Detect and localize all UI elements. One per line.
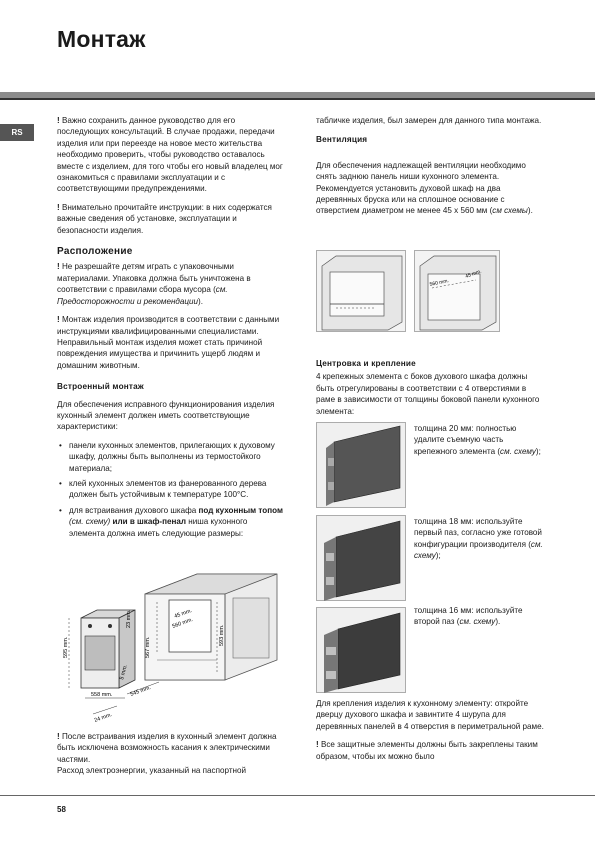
- protection-text: Все защитные элементы должны быть закреплены таким образом, чтобы их можно было: [316, 740, 538, 761]
- warning-icon: !: [57, 262, 60, 272]
- plate-text: табличке изделия, был замерен для данного типа монтажа.: [316, 116, 542, 125]
- thickness-18-text: [414, 516, 548, 562]
- bracket-figure-18mm: [316, 515, 406, 601]
- warning-icon: !: [57, 116, 60, 125]
- placement-heading: Расположение: [57, 246, 133, 258]
- dim-label-23: 23 mm.: [126, 609, 132, 628]
- right-column: [316, 115, 546, 224]
- builtin-heading: Встроенный монтаж: [57, 382, 144, 392]
- energy-text: Расход электроэнергии, указанный на паспортной: [57, 766, 247, 776]
- warning-icon: !: [57, 202, 60, 212]
- left-column-bottom: [57, 731, 283, 777]
- intro-text-1: Важно сохранить данное руководство для его последующих консультаций. В случае продажи, передачи изделия или при переезде на новое место жительства необходимо проверить, чтобы руководство оставалось вместе с изделием, для того чтобы его новый владелец мог ознакомиться с правилами эксплуатации и с соответствующими предупреждениями.: [57, 116, 283, 194]
- bullet3-reference: (см. схему): [69, 517, 113, 527]
- builtin-text: Для обеспечения исправного функционирования изделия кухонный элемент должен иметь соответствующие характеристики:: [57, 399, 275, 432]
- bullet3-text-a: для встраивания духового шкафа: [69, 505, 199, 515]
- placement-reference: см. Предосторожности и рекомендации: [57, 285, 228, 306]
- ventilation-reference: см схемы: [492, 206, 528, 216]
- t16-text-a: толщина 16 мм: используйте второй паз (: [414, 606, 523, 627]
- dim-label-567: 567 mm.: [145, 636, 151, 658]
- vent-dim-45: 45 mm.: [464, 268, 483, 280]
- dim-label-595: 595 mm.: [63, 636, 69, 658]
- t16-reference: см. схему: [459, 617, 496, 627]
- dim-label-45: 45 mm.: [173, 607, 193, 620]
- list-item: [69, 505, 283, 539]
- placement-text-1a: Не разрешайте детям играть с упаковочными материалами. Упаковка должна быть уничтожена в соответствии с правилами сбора мусора (: [57, 262, 251, 295]
- ventilation-text-a: Для обеспечения надлежащей вентиляции необходимо снять заднюю панель ниши кухонного элемента. Рекомендуется установить духовой шкаф на два деревянных бруска или на сплошное основание с отверстием диаметром не менее 45 x 560 мм (: [316, 160, 526, 216]
- fixing-text: Для крепления изделия к кухонному элементу: откройте дверцу духового шкафа и завинтите 4 шурупа для деревянных панелей в 4 отверстия в периметральной раме.: [316, 699, 544, 731]
- t20-text-a: толщина 20 мм: полностью удалите съемную часть крепежного элемента (: [414, 424, 517, 456]
- list-item: • клей кухонных элементов из фанерованного дерева должен быть устойчивым к температуре 100°C.: [69, 478, 283, 501]
- language-tab: RS: [0, 124, 34, 141]
- page-number: 58: [57, 805, 66, 814]
- page-title: Монтаж: [57, 26, 146, 52]
- warning-icon: !: [57, 732, 60, 741]
- placement-text-1b: ).: [198, 296, 203, 306]
- dim-label-545: 545 mm.: [129, 684, 152, 698]
- list-item: • панели кухонных элементов, прилегающих к духовому шкафу, должны быть выполнены из термостойкого материала;: [69, 440, 283, 474]
- placement-paragraph-2: [57, 314, 283, 371]
- ventilation-figure-left: [316, 250, 406, 332]
- ventilation-heading: Вентиляция: [316, 135, 368, 145]
- centering-section: [316, 358, 546, 424]
- bracket-figure-20mm: [316, 422, 406, 508]
- warning-icon: !: [57, 315, 60, 325]
- dim-label-593: 593 mm.: [219, 624, 225, 646]
- bullet3-bold-2: или в шкаф-пенал: [112, 517, 187, 527]
- t20-text-b: );: [535, 446, 541, 456]
- t16-text-b: ).: [495, 617, 501, 627]
- header-rule-dark: [0, 98, 595, 100]
- t18-text-a: толщина 18 мм: используйте первый паз, согласно уже готовой конфигурации производителя (: [414, 517, 542, 549]
- dim-label-560: 560 mm.: [171, 616, 194, 630]
- centering-heading: Центровка и крепление: [316, 359, 416, 368]
- t20-reference: см. схему: [500, 446, 536, 456]
- dim-label-5: 5 mm.: [119, 664, 129, 681]
- bullet3-text-c: ниша кухонного элемента должна иметь следующие размеры:: [69, 517, 248, 538]
- builtin-list: [57, 440, 283, 539]
- warning-icon: !: [316, 740, 319, 750]
- protection-paragraph: [316, 739, 546, 762]
- centering-text: 4 крепежных элемента с боков духового шкафа должны быть отрегулированы в соответствии с 4 отверстиями в раме в зависимости от толщины боковой панели кухонного элемента:: [316, 372, 540, 416]
- after-install-text: После встраивания изделия в кухонный элемент должна быть исключена возможность касания к электрическими частями.: [57, 732, 277, 764]
- thickness-16-text: [414, 605, 548, 628]
- bullet3-bold-1: под кухонным топом: [198, 505, 283, 515]
- left-column: [57, 115, 283, 545]
- intro-text-2: Внимательно прочитайте инструкции: в них содержатся важные сведения об установке, эксплуатации и безопасности изделия.: [57, 202, 272, 235]
- thickness-20-text: [414, 423, 548, 457]
- vent-dim-560: 560 mm.: [429, 278, 450, 288]
- ventilation-text-b: ).: [527, 206, 533, 216]
- ventilation-figure-right: [414, 250, 500, 332]
- intro-paragraph-2: [57, 202, 283, 236]
- placement-paragraph-1: [57, 261, 283, 307]
- intro-paragraph-1: [57, 115, 283, 195]
- dim-label-24: 24 mm.: [93, 711, 113, 724]
- placement-text-2: Монтаж изделия производится в соответствии с данными инструкциями квалифицированными специалистами. Неправильный монтаж изделия может стать причиной повреждения имущества и причинить ущерб людям и домашним животным.: [57, 315, 280, 370]
- ventilation-text: [316, 160, 546, 217]
- after-install-paragraph: [57, 731, 283, 765]
- footer-rule: [0, 795, 595, 796]
- dim-label-558: 558 mm.: [91, 692, 113, 698]
- fixing-section: [316, 698, 546, 762]
- installation-figure: [57, 562, 283, 730]
- t18-text-b: );: [435, 551, 441, 561]
- bracket-figure-16mm: [316, 607, 406, 693]
- t18-reference: см. схему: [414, 539, 543, 561]
